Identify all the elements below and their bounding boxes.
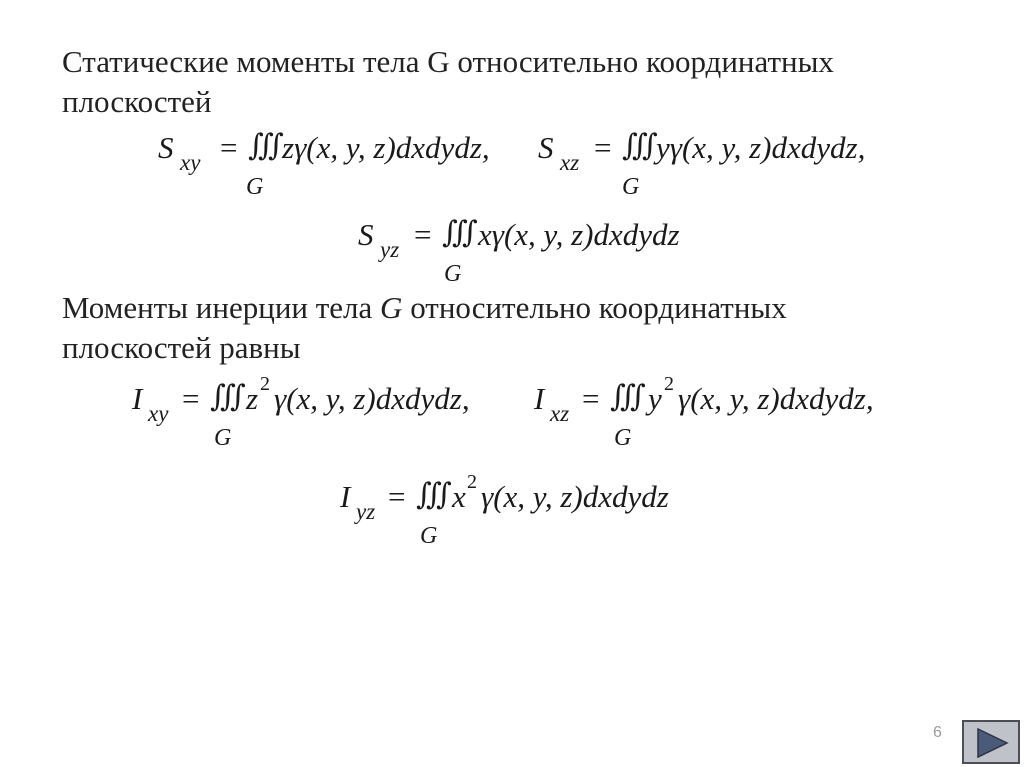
paragraph-inertia-moments: [62, 288, 787, 368]
equals-sign: =: [594, 130, 612, 165]
integrand: γ(x, y, z)dxdydz,: [678, 381, 874, 416]
equals-sign: =: [182, 381, 200, 416]
triple-integral-icon: ∭: [210, 380, 237, 413]
formula-symbol: S: [358, 217, 374, 252]
formula-symbol: I: [340, 479, 351, 514]
integrand: xγ(x, y, z)dxdydz: [478, 217, 680, 252]
formula-subscript: yz: [380, 237, 400, 262]
play-triangle-icon: [974, 726, 1010, 760]
formula-subscript: xy: [180, 150, 201, 175]
integrand-base: x: [452, 479, 466, 514]
integration-domain: G: [246, 174, 264, 200]
integration-domain: G: [420, 523, 438, 549]
integration-domain: G: [622, 174, 640, 200]
power-exponent: 2: [664, 373, 674, 395]
paragraph-text: Моменты инерции тела: [62, 290, 381, 325]
formula-subscript: xz: [550, 401, 570, 426]
paragraph-text: относительно координатных: [402, 290, 787, 325]
integrand-base: z: [246, 381, 259, 416]
power-exponent: 2: [467, 471, 477, 493]
triple-integral-icon: ∭: [416, 478, 443, 511]
body-symbol: G: [380, 290, 403, 325]
triple-integral-icon: ∭: [622, 129, 649, 162]
paragraph-static-moments: [62, 42, 834, 122]
equals-sign: =: [220, 130, 238, 165]
formula-symbol: I: [132, 381, 143, 416]
equals-sign: =: [414, 217, 432, 252]
integration-domain: G: [614, 425, 632, 451]
integrand: zγ(x, y, z)dxdydz,: [282, 130, 490, 165]
integrand: γ(x, y, z)dxdydz,: [274, 381, 470, 416]
equals-sign: =: [388, 479, 406, 514]
equals-sign: =: [582, 381, 600, 416]
triple-integral-icon: ∭: [610, 380, 637, 413]
integrand-base: y: [648, 381, 662, 416]
formula-subscript: yz: [356, 499, 376, 524]
page-number: 6: [933, 724, 942, 741]
integrand: yγ(x, y, z)dxdydz,: [656, 130, 866, 165]
formula-symbol: S: [158, 130, 174, 165]
paragraph-line: плоскостей равны: [62, 330, 301, 365]
next-slide-button[interactable]: [962, 720, 1020, 764]
paragraph-line: Статические моменты тела G относительно координатных: [62, 44, 834, 79]
paragraph-line: плоскостей: [62, 84, 212, 119]
integrand: γ(x, y, z)dxdydz: [481, 479, 669, 514]
triple-integral-icon: ∭: [248, 129, 275, 162]
triple-integral-icon: ∭: [442, 216, 469, 249]
formula-symbol: S: [538, 130, 554, 165]
integration-domain: G: [444, 261, 462, 287]
paragraph-line: [62, 288, 787, 328]
integration-domain: G: [214, 425, 232, 451]
formula-subscript: xy: [148, 401, 169, 426]
formula-subscript: xz: [560, 150, 580, 175]
power-exponent: 2: [260, 373, 270, 395]
formula-symbol: I: [534, 381, 545, 416]
